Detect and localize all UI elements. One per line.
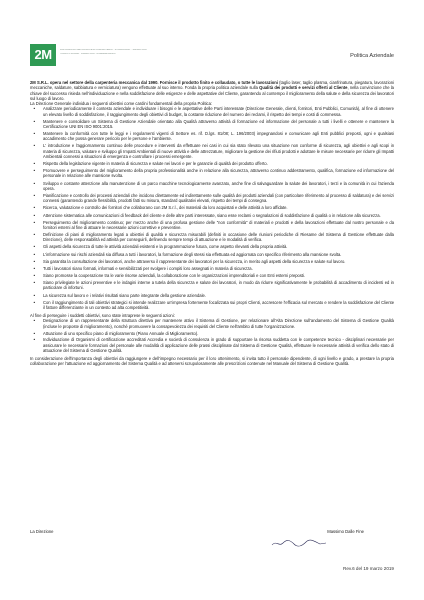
bullet-icon: • xyxy=(33,131,36,137)
bullet-icon: • xyxy=(33,192,36,198)
company-tagline-2: TAGLIO PLASMA · PIEGATURA · ASSEMBLAGGIO xyxy=(60,52,116,55)
company-logo: 2M xyxy=(30,44,56,66)
closing-paragraph: In considerazione dell'importanza degli obiettivi da raggiungere e dell'impegno necessario per il loro ottenimento, si invita tutto il personale dipendente, di ogni livello e grado, a prestare la propria collaborazione per l'attuazione ed aggiornamento del Sistema Qualità e ad attenersi scrupolosamente alle prescrizioni contenute nel Manuale del Sistema di Gestione Qualità. xyxy=(30,356,394,367)
objective-item xyxy=(30,119,394,130)
intro-bold: 2M S.R.L. opera nel settore della carpenteria meccanica dal 1990. xyxy=(30,80,159,85)
signer-name: Massimo Dalle Fine xyxy=(327,529,364,534)
action-text: Individuazione di Organismi di certificazione accreditati Accredia e società di consulenza in grado di supportare la risorsa suddetta con le competenze tecnico - disciplinari necessarie per assicurare le necessarie formazioni del personale alle modalità di applicazione delle prassi disciplinate dal Sistema di Gestione Qualità, effettuare le necessarie attività di verifica dello stato di attuazione del Sistema di Gestione Qualità. xyxy=(43,337,394,353)
bullet-icon: • xyxy=(33,161,36,167)
bullet-icon: • xyxy=(33,258,36,264)
bullet-icon: • xyxy=(33,143,36,149)
revision-label: Rev.6 del 19 marzo 2019 xyxy=(343,566,394,571)
company-tagline-1: LAVORAZIONI MECCANICHE E CARPENTERIA · STAMPAGGIO · SALDATURA xyxy=(60,49,147,51)
document-title: Politica Aziendale xyxy=(350,53,394,59)
objective-item xyxy=(30,131,394,142)
actions-list xyxy=(30,318,394,353)
bullet-icon: • xyxy=(33,318,36,324)
objective-text: Siano promosse la cooperazione tra le varie risorse aziendali, la collaborazione con le organizzazioni imprenditoriali e con Enti esterni preposti. xyxy=(43,273,306,278)
objective-text: L' introduzione e l'aggiornamento continuo delle procedure e interventi da effettuare nei casi in cui sia stato rilevato una situazione non conforme di sicurezza, agli obiettivi e agli scopi in materia di sicurezza, valutare e sviluppo gli Impatti Ambientali di nuove attività e delle attrezzature, migliorare la gestione dei rifiuti prodotti e adottare le misure necessarie per ridurre gli Impatti Ambientali connessi a situazioni di emergenza e controllare i processi emergente. xyxy=(43,143,394,159)
objective-text: Sia garantita la consultazione dei lavoratori, anche attraverso il rappresentante dei lavoratori per la sicurezza, in merito agli aspetti della sicurezza e salute sul lavoro. xyxy=(43,258,346,264)
intro-text: (taglio laser, taglio plasma, cianfrinatura, piegatura, lavorazioni meccaniche, saldature, sabbiatura e verniciatura) vengono effettuate al suo interno. Fonda la propria politica aziendale sulla xyxy=(30,80,395,91)
objective-text: Tutti i lavoratori siano formati, informati e sensibilizzati per svolgere i compiti loro assegnati in materia di sicurezza. xyxy=(43,265,253,271)
objective-text: Rispetto della legislazione vigente in materia di sicurezza e salute nei lavori e per le garanzie di qualità dei prodotto offerto. xyxy=(43,161,268,167)
bullet-icon: • xyxy=(33,330,36,336)
objective-item xyxy=(30,244,394,249)
objective-text: L'informazione sui rischi aziendali sia diffusa a tutti i lavoratori, la formazione degli stessi sia effettuata ed aggiornata con specifico riferimento alla mansione svolta. xyxy=(43,251,342,257)
objective-text: Siano privilegiate le azioni preventive e le indagini interne a tutela della sicurezza e salute dei lavoratori, in modo da ridurre significativamente le probabilità di accadimento di incidenti ed in particolare di infortuni. xyxy=(43,280,394,291)
objective-text: Pianificazione e controllo dei processi aziendali che incidono direttamente ed indirettamente sulle qualità dei prodotti aziendali (con particolare riferimento al processo di saldatura) e dei servizi connessi (garantendo grande flessibilità, prodotti fatti su misura, standard qualitativi elevati, rispetto dei tempi di consegna. xyxy=(43,192,394,204)
intro-bold-2: Fornisce il prodotto finito e collaudato, o tutte le lavorazioni xyxy=(159,80,278,85)
action-text: Attuazione di uno specifico piano di miglioramento (Piano Annuale di Miglioramento). xyxy=(43,330,199,336)
document-body xyxy=(30,80,394,367)
bullet-icon: • xyxy=(33,232,36,238)
objective-text: Definizione di piani di miglioramento legati a obiettivi di qualità e sicurezza misurabili (definiti in occasione delle riunioni periodiche di Riesame del Sistema di Gestione effettuate dalla Direzione), delle responsabilità ed attività per conseguirli, definendo sempre tempi di attuazione e le modalità di verifica. xyxy=(43,232,394,243)
bullet-icon: • xyxy=(33,106,36,112)
objective-item xyxy=(30,168,394,179)
document-header xyxy=(30,44,394,66)
bullet-icon: • xyxy=(33,292,36,298)
objective-item xyxy=(30,181,394,192)
objective-text: Perseguimento del miglioramento continuo; per mezzo anche di una profusa gestione delle "non conformità" di materiali e prodotti e della lavorazioni effettuate dal nostro personale e da fornitori esterni al fine di attuare le necessarie azioni correttive e preventive. xyxy=(43,219,394,230)
objective-item xyxy=(30,161,394,166)
objective-item xyxy=(30,266,394,271)
objectives-list xyxy=(30,106,394,310)
objective-text: Ricerca, valutazione e controllo dei fornitori che collaborano con 2M S.r.l., dei materiali da loro acquistati e delle attività a loro affidate. xyxy=(43,205,288,211)
bullet-icon: • xyxy=(33,205,36,211)
bullet-icon: • xyxy=(33,212,36,218)
action-item xyxy=(30,337,394,353)
intro-paragraph xyxy=(30,80,394,101)
objective-item xyxy=(30,252,394,257)
intro-text-2: , nella convinzione che la chiave del successo risieda nell'individuazione e nella soddisfazione delle esigenze e delle aspettative del Cliente, garantendo al contempo il miglioramento della salute e della sicurezza dei lavoratori sul luogo di lavoro. xyxy=(30,85,394,101)
bullet-icon: • xyxy=(33,118,36,124)
bullet-icon: • xyxy=(33,251,36,257)
objective-item xyxy=(30,300,394,311)
direction-intro: La Direzione Generale individua i seguenti obiettivi come cardini fondamentali della propria Politica: xyxy=(30,101,213,106)
objective-text: Mantenere e consolidare un Sistema di Gestione Aziendale orientato alla Qualità attraverso attività di formazione ed informazione del personale a tutti i livelli e ottenere e mantenere la Certificazione UNI EN ISO 9001:2015. xyxy=(43,118,394,129)
objective-text: Analizzare periodicamente il contesto aziendale e individuare i bisogni e le aspettative delle Parti interessate (Direzione Generale, clienti, fornitori, Enti Pubblici, Comunità), al fine di ottenere un elevato livello di soddisfazione, il raggiungimento degli obiettivi di budget, la costante riduzione del numero dei reclami, il rispetto dei tempi e costi di commessa. xyxy=(43,106,394,117)
objective-item xyxy=(30,106,394,117)
objective-item xyxy=(30,143,394,159)
objective-item xyxy=(30,220,394,231)
bullet-icon: • xyxy=(33,180,36,186)
bullet-icon: • xyxy=(33,299,36,305)
objective-text: Attenzione sistematica alle comunicazioni di feedback del cliente e delle altre parti interessate, siano esse reclami o segnalazioni di soddisfazione di qualità o in relazione alla sicurezza. xyxy=(43,212,381,218)
objective-item xyxy=(30,273,394,278)
bullet-icon: • xyxy=(33,273,36,278)
bullet-icon: • xyxy=(33,244,36,250)
bullet-icon: • xyxy=(33,219,36,225)
bullet-icon: • xyxy=(33,265,36,271)
objective-text: Mantenere la conformità con tutte le leggi e i regolamenti vigenti di Settore es. rif. D.lgs. 81/08; L. 196/2003) impegnandosi e comunicare agli Enti pubblici preposti, ogni e qualsiasi accadimento che possa generare pericolo per le persone e l'ambiente. xyxy=(43,131,394,142)
action-text: Designazione di un rappresentante della struttura direttiva per mantenere attivo il Sistema di Gestione, per relazionare all'Alta Direzione sull'andamento del Sistema di Gestione Qualità (incluse le proposte di miglioramento), nonché promuovere la consapevolezza dei requisiti del Cliente nell'ambito di tutte l'organizzazione. xyxy=(43,318,394,329)
objective-item xyxy=(30,232,394,243)
intro-bold-3: Qualità dei prodotti e servizi offerti al Cliente xyxy=(259,85,348,91)
action-item xyxy=(30,318,394,329)
objective-item xyxy=(30,205,394,210)
objective-text: Con il raggiungimento di tali obiettivi strategici si intende realizzare un'impresa fortemente focalizzata sui propri Clienti, accrescere l'efficacia sul mercato e rendere la soddisfazione del Cliente il fattore differenziante in un contesto ad alta competitività. xyxy=(43,299,394,310)
objective-text: Sviluppo e costante attenzione alla manutenzione di un parco macchine tecnologicamente avanzato, anche fine di salvaguardare la salute dei lavoratori, i terzi e la comunità in cui l'azienda opera. xyxy=(43,180,394,191)
handwritten-signature xyxy=(270,538,330,548)
objective-item xyxy=(30,293,394,298)
objective-item xyxy=(30,213,394,218)
objective-item xyxy=(30,280,394,291)
objective-text: La sicurezza sul lavoro e i relativi risultati siano parte integrante della gestione aziendale. xyxy=(43,292,206,298)
objective-text: Gli aspetti della sicurezza di tutte le attività aziendali esistenti e la programmazione futura, come aspetto rilevanti della propria attività. xyxy=(43,244,288,250)
bullet-icon: • xyxy=(33,337,36,343)
objective-item xyxy=(30,193,394,204)
means-intro: Al fine di perseguire i suddetti obiettivi, sono state intraprese le seguenti azioni: xyxy=(30,313,175,319)
direction-label: La Direzione xyxy=(30,529,54,534)
objective-item xyxy=(30,259,394,264)
bullet-icon: • xyxy=(33,280,36,286)
objective-text: Promuovere e perseguimento del miglioramento della propria professionalità anche in relazione alla sicurezza, attraverso continuo addestramento, qualifica, formazione ed informazione del personale in relazione alle mansione svolta. xyxy=(43,168,394,179)
bullet-icon: • xyxy=(33,168,36,174)
signature-row xyxy=(30,529,394,537)
action-item xyxy=(30,331,394,336)
